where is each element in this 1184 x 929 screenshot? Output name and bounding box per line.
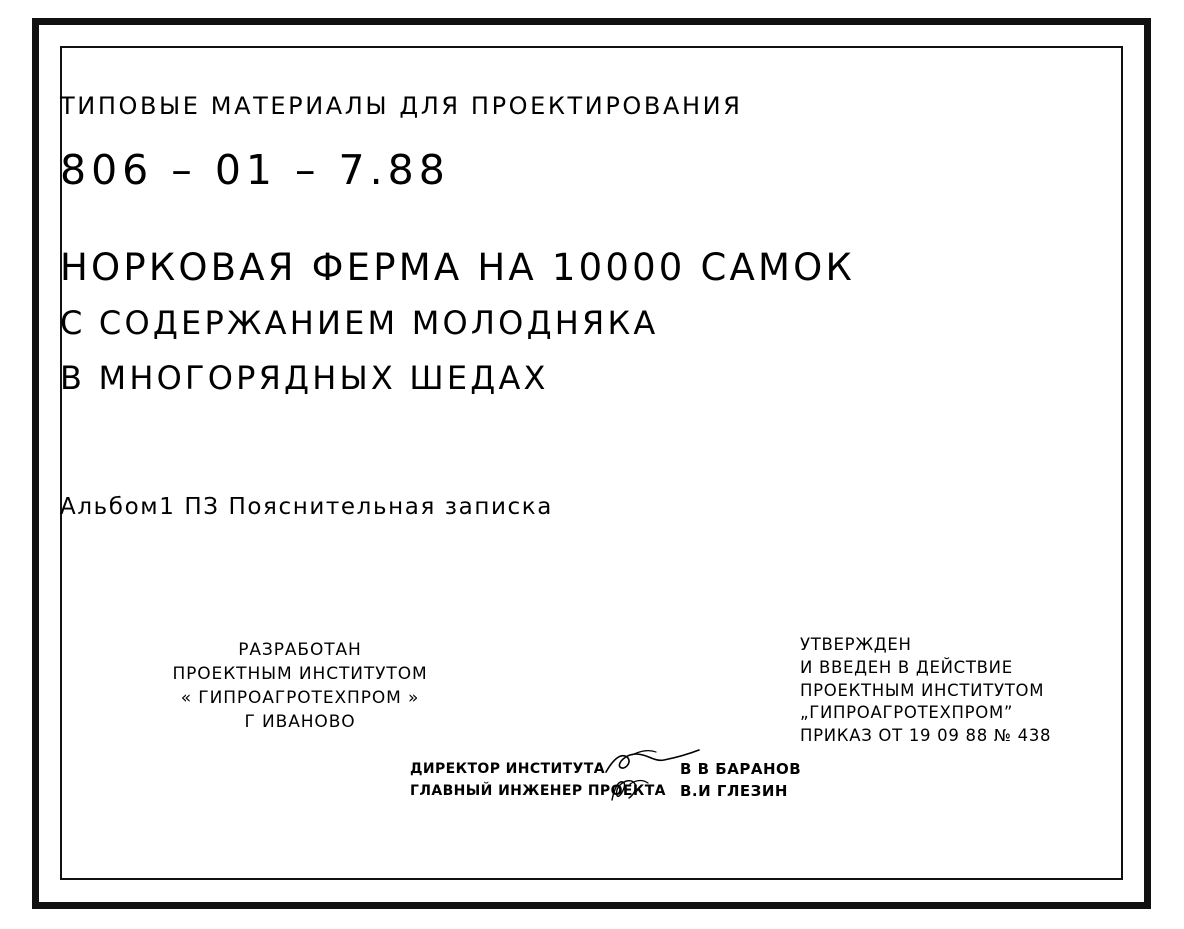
approval-line-4: „ГИПРОАГРОТЕХПРОМ” — [800, 703, 1014, 723]
signature-role-director: ДИРЕКТОР ИНСТИТУТА — [410, 760, 605, 777]
developer-line-4: Г ИВАНОВО — [244, 712, 356, 733]
project-title-line-2: С СОДЕРЖАНИЕМ МОЛОДНЯКА — [60, 304, 659, 342]
approval-line-1: УТВЕРЖДЕН — [800, 635, 912, 654]
developer-line-3: « ГИПРОАГРОТЕХПРОМ » — [180, 688, 420, 709]
developer-line-2: ПРОЕКТНЫМ ИНСТИТУТОМ — [172, 664, 428, 685]
signature-mark-chief-engineer — [602, 780, 680, 802]
signature-name-chief-engineer: В.И ГЛЕЗИН — [680, 781, 788, 800]
handwritten-signature-icon — [602, 746, 702, 780]
approval-line-2: И ВВЕДЕН В ДЕЙСТВИЕ — [800, 657, 1013, 677]
album-label: Альбом1 ПЗ Пояснительная записка — [60, 494, 553, 520]
handwritten-signature-icon — [606, 776, 658, 804]
approval-line-3: ПРОЕКТНЫМ ИНСТИТУТОМ — [800, 680, 1045, 700]
project-title-line-1: НОРКОВАЯ ФЕРМА НА 10000 САМОК — [60, 246, 855, 289]
signature-row — [410, 780, 830, 802]
sheet-content — [60, 46, 1123, 880]
signature-role-chief-engineer: ГЛАВНЫЙ ИНЖЕНЕР ПРОЕКТА — [410, 782, 666, 799]
signature-block — [410, 758, 830, 802]
developer-block — [80, 638, 520, 735]
developer-line-1: РАЗРАБОТАН — [238, 640, 362, 660]
project-title-line-3: В МНОГОРЯДНЫХ ШЕДАХ — [60, 359, 549, 397]
document-code: 806 – 01 – 7.88 — [60, 146, 450, 194]
approval-order-line: ПРИКАЗ ОТ 19 09 88 № 438 — [800, 726, 1052, 746]
approval-block — [800, 634, 1120, 748]
signature-name-director: В В БАРАНОВ — [680, 759, 802, 778]
document-series-header: ТИПОВЫЕ МАТЕРИАЛЫ ДЛЯ ПРОЕКТИРОВАНИЯ — [60, 92, 743, 120]
